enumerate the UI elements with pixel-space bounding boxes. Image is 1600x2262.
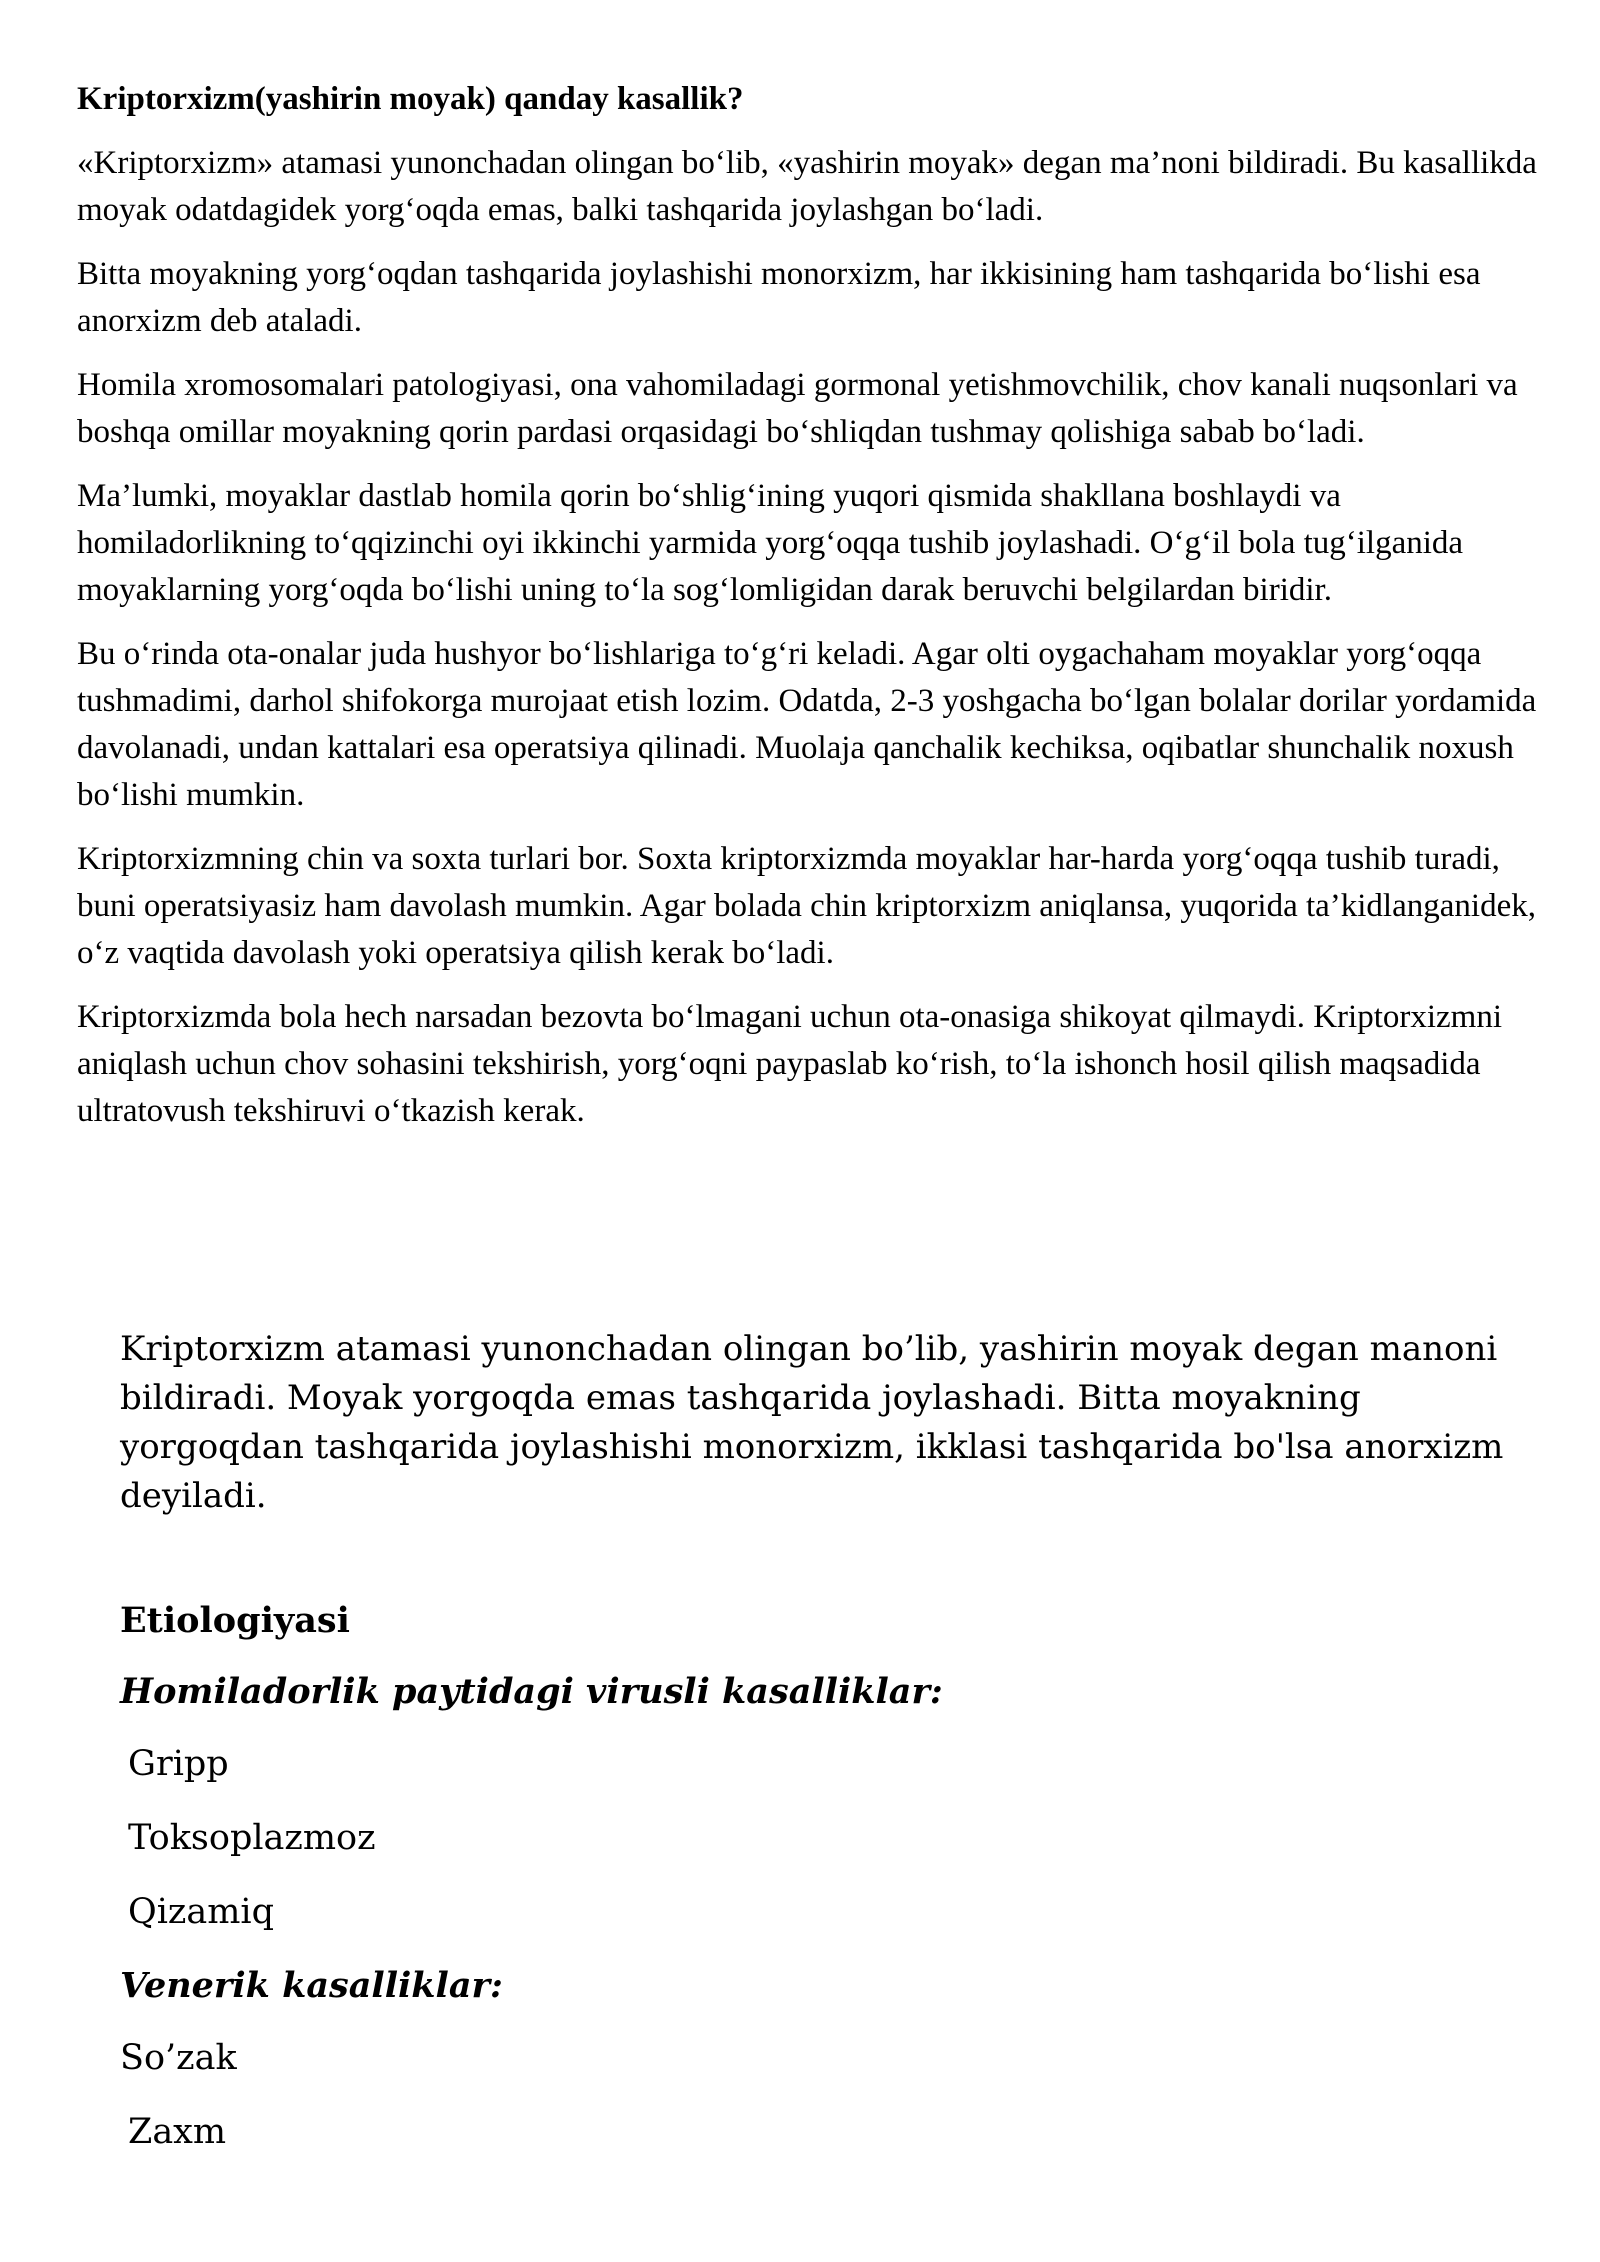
paragraph-parents-advice: Bu o‘rinda ota-onalar juda hushyor bo‘lishlariga to‘g‘ri keladi. Agar olti oygachaham moyaklar yorg‘oqqa tushmadimi, darhol shifokorga murojaat etish lozim. Odatda, 2-3 yoshgacha bo‘lgan bolalar dorilar yordamida davolanadi, undan kattalari esa operatsiya qilinadi. Muolaja qanchalik kechiksa, oqibatlar shunchalik noxush bo‘lishi mumkin. [77,636,1537,813]
etiology-heading: Etiologiyasi [120,1600,350,1641]
list-item: Zaxm [128,2112,227,2152]
venereal-diseases-heading: Venerik kasalliklar: [120,1965,503,2006]
list-item: Gripp [128,1744,229,1784]
summary-paragraph: Kriptorxizm atamasi yunonchadan olingan bo’lib, yashirin moyak degan manoni bildiradi. Moyak yorgoqda emas tashqarida joylashadi. Bitta moyakning yorgoqdan tashqarida joylashishi monorxizm, ikklasi tashqarida bo'lsa anorxizm deyiladi. [120,1329,1504,1516]
paragraph-causes: Homila xromosomalari patologiyasi, ona vahomiladagi gormonal yetishmovchilik, chov kanali nuqsonlari va boshqa omillar moyakning qorin pardasi orqasidagi bo‘shliqdan tushmay qolishiga sabab bo‘ladi. [77,367,1518,450]
paragraph-types: Kriptorxizmning chin va soxta turlari bor. Soxta kriptorxizmda moyaklar har-harda yorg‘oqqa tushib turadi, buni operatsiyasiz ham davolash mumkin. Agar bolada chin kriptorxizm aniqlansa, yuqorida ta’kidlanganidek, o‘z vaqtida davolash yoki operatsiya qilish kerak bo‘ladi. [77,841,1536,971]
article-title: Kriptorxizm(yashirin moyak) qanday kasallik? [77,81,744,117]
list-item: So’zak [120,2038,237,2078]
summary-section [120,1325,1520,2175]
article-body [77,76,1537,1152]
paragraph-development: Ma’lumki, moyaklar dastlab homila qorin bo‘shlig‘ining yuqori qismida shakllana boshlaydi va homiladorlikning to‘qqizinchi oyi ikkinchi yarmida yorg‘oqqa tushib joylashadi. O‘g‘il bola tug‘ilganida moyaklarning yorg‘oqda bo‘lishi uning to‘la sog‘lomligidan darak beruvchi belgilardan biridir. [77,478,1464,608]
paragraph-intro: «Kriptorxizm» atamasi yunonchadan olingan bo‘lib, «yashirin moyak» degan ma’noni bildiradi. Bu kasallikda moyak odatdagidek yorg‘oqda emas, balki tashqarida joylashgan bo‘ladi. [77,145,1537,228]
paragraph-definitions: Bitta moyakning yorg‘oqdan tashqarida joylashishi monorxizm, har ikkisining ham tashqarida bo‘lishi esa anorxizm deb ataladi. [77,256,1481,339]
list-item: Qizamiq [128,1892,274,1932]
list-item: Toksoplazmoz [128,1818,376,1858]
paragraph-diagnosis: Kriptorxizmda bola hech narsadan bezovta bo‘lmagani uchun ota-onasiga shikoyat qilmaydi. Kriptorxizmni aniqlash uchun chov sohasini tekshirish, yorg‘oqni paypaslab ko‘rish, to‘la ishonch hosil qilish maqsadida ultratovush tekshiruvi o‘tkazish kerak. [77,999,1503,1129]
venereal-diseases-list [120,2027,1520,2163]
viral-diseases-list [120,1733,1520,1943]
viral-diseases-heading: Homiladorlik paytidagi virusli kasalliklar: [120,1671,943,1712]
